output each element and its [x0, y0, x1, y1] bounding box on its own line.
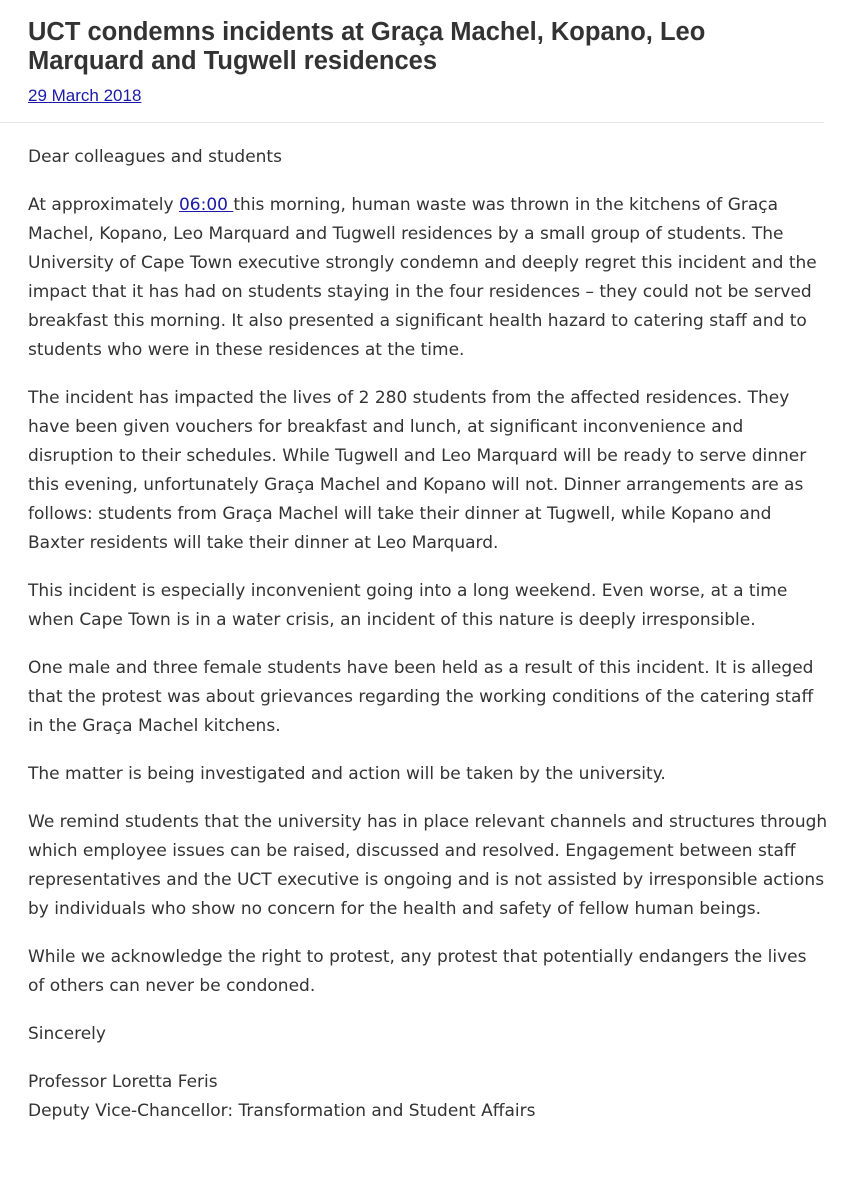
- paragraph-incident-rest: this morning, human waste was thrown in the kitchens of Graça Machel, Kopano, Leo Marquard and Tugwell residences by a small group of students. The University of Cape Town executive strongly condemn and deeply regret this incident and the impact that it has had on students staying in the four residences – they could not be served breakfast this morning. It also presented a significant health hazard to catering staff and to students who were in these residences at the time.: [28, 195, 817, 360]
- paragraph-protest: While we acknowledge the right to protest, any protest that potentially endangers the lives of others can never be condoned.: [28, 947, 807, 996]
- closing: Sincerely: [28, 1024, 106, 1044]
- time-link[interactable]: 06:00: [178, 195, 234, 215]
- signature-block: [28, 1068, 828, 1126]
- paragraph-students-held: One male and three female students have been held as a result of this incident. It is alleged that the protest was about grievances regarding the working conditions of the catering staff in the Graça Machel kitchens.: [28, 658, 814, 736]
- paragraph-incident-lead: At approximately: [28, 195, 179, 215]
- greeting: Dear colleagues and students: [28, 147, 282, 167]
- paragraph-reminder: We remind students that the university has in place relevant channels and structures through which employee issues can be raised, discussed and resolved. Engagement between staff representatives and the UCT executive is ongoing and is not assisted by irresponsible actions by individuals who show no concern for the health and safety of fellow human beings.: [28, 812, 828, 919]
- article-body: [28, 143, 828, 1126]
- paragraph-investigation: The matter is being investigated and action will be taken by the university.: [28, 764, 666, 784]
- article-title: UCT condemns incidents at Graça Machel, Kopano, Leo Marquard and Tugwell residences: [28, 18, 706, 75]
- article-date-link[interactable]: 29 March 2018: [28, 86, 142, 105]
- signatory-name: Professor Loretta Feris: [28, 1072, 218, 1092]
- article-header: [0, 0, 824, 123]
- paragraph-incident: [28, 191, 828, 365]
- signatory-title: Deputy Vice-Chancellor: Transformation and Student Affairs: [28, 1101, 536, 1121]
- paragraph-impact: The incident has impacted the lives of 2 280 students from the affected residences. They have been given vouchers for breakfast and lunch, at significant inconvenience and disruption to their schedules. While Tugwell and Leo Marquard will be ready to serve dinner this evening, unfortunately Graça Machel and Kopano will not. Dinner arrangements are as follows: students from Graça Machel will take their dinner at Tugwell, while Kopano and Baxter residents will take their dinner at Leo Marquard.: [28, 388, 807, 553]
- paragraph-inconvenience: This incident is especially inconvenient going into a long weekend. Even worse, at a time when Cape Town is in a water crisis, an incident of this nature is deeply irresponsible.: [28, 581, 788, 630]
